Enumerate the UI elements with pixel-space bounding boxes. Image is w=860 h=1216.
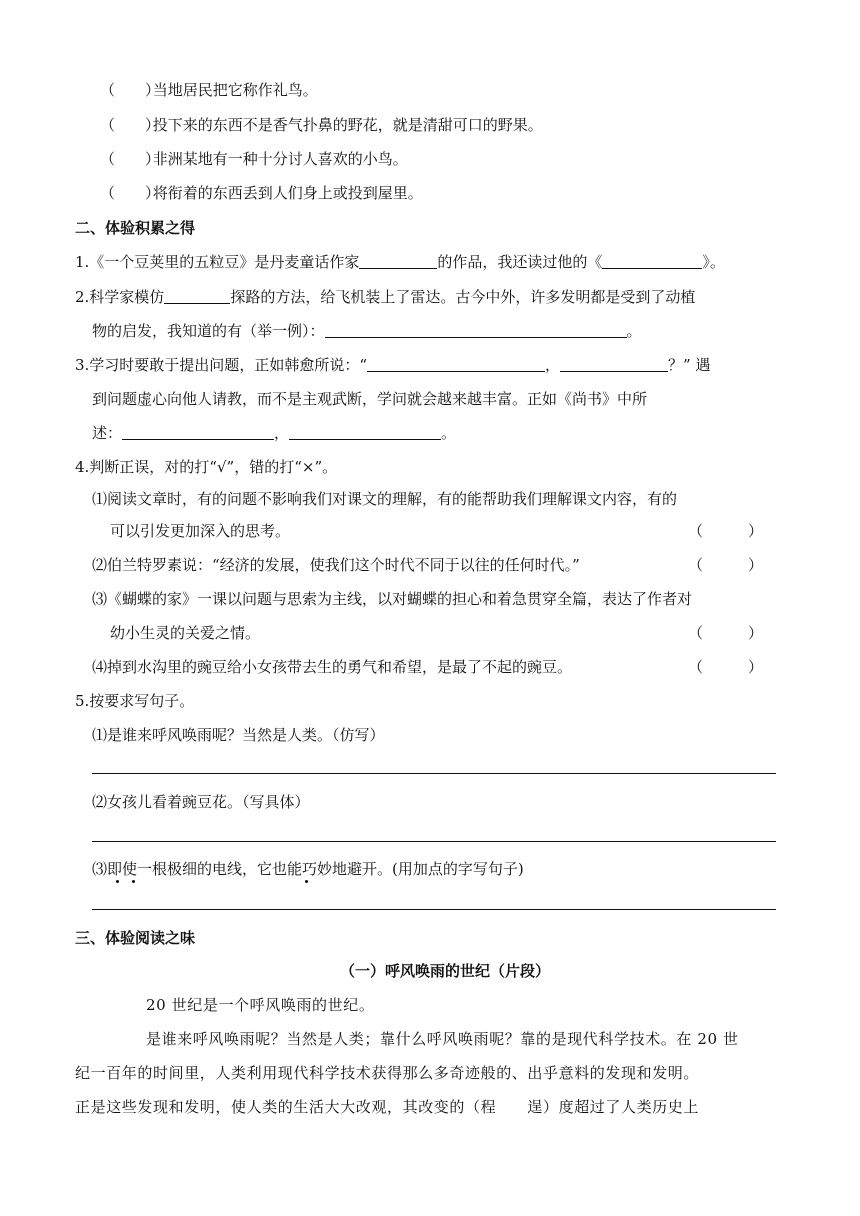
judge-item-3: [100, 149, 408, 169]
question-5-sentence-3: ⑶即使一根极细的电线，它也能巧妙地避开。(用加点的字写句子): [92, 860, 524, 878]
judge-text: 当地居民把它称作礼鸟。: [152, 81, 318, 99]
question-4-item-2: ⑵伯兰特罗素说：“经济的发展，使我们这个时代不同于以往的任何时代。”: [92, 556, 580, 574]
answer-line[interactable]: [92, 909, 776, 910]
fill-blank[interactable]: [367, 355, 545, 372]
question-3-line-3: 述： ， 。: [92, 424, 457, 442]
question-3-line-1: 3.学习时要敢于提出问题，正如韩愈所说：“ ， ？” 遇: [75, 356, 711, 374]
question-4-item-3-line-2: 幼小生灵的关爱之情。: [110, 624, 261, 642]
emphasis-dot: [305, 880, 308, 883]
answer-paren[interactable]: （ ）: [688, 556, 764, 574]
answer-paren[interactable]: （ ）: [688, 624, 764, 642]
fill-blank[interactable]: [122, 423, 274, 440]
answer-line[interactable]: [92, 773, 776, 774]
answer-paren[interactable]: （ ）: [100, 81, 161, 99]
emphasis-dot: [132, 880, 135, 883]
question-4-stem: 4.判断正误，对的打“√”，错的打“×”。: [75, 458, 338, 476]
fill-blank[interactable]: [289, 423, 441, 440]
reading-paragraph-1: 20 世纪是一个呼风唤雨的世纪。: [146, 996, 375, 1014]
fill-blank[interactable]: [164, 287, 230, 304]
reading-paragraph-2-line-1: 是谁来呼风唤雨呢？当然是人类；靠什么呼风唤雨呢？靠的是现代科学技术。在 20 世: [146, 1030, 739, 1048]
answer-paren[interactable]: （ ）: [100, 150, 161, 168]
question-4-item-1-line-1: ⑴阅读文章时，有的问题不影响我们对课文的理解，有的能帮助我们理解课文内容，有的: [92, 490, 678, 508]
question-4-item-1-line-2: 可以引发更加深入的思考。: [110, 522, 291, 540]
question-4-item-4: ⑷掉到水沟里的豌豆给小女孩带去生的勇气和希望，是最了不起的豌豆。: [92, 658, 573, 676]
emphasis-dot: [116, 880, 119, 883]
answer-paren[interactable]: （ ）: [100, 116, 161, 134]
judge-text: 将衔着的东西丢到人们身上或投到屋里。: [152, 184, 423, 202]
judge-item-2: [100, 115, 543, 135]
fill-blank[interactable]: [359, 252, 437, 269]
question-5-sentence-2: ⑵女孩儿看着豌豆花。（写具体）: [92, 793, 310, 811]
reading-title: （一）呼风唤雨的世纪（片段）: [339, 962, 550, 980]
question-2-line-1: 2.科学家模仿 探路的方法，给飞机装上了雷达。古今中外，许多发明都是受到了动植: [75, 288, 696, 306]
judge-text: 投下来的东西不是香气扑鼻的野花，就是清甜可口的野果。: [152, 116, 543, 134]
section-heading-2: 二、体验积累之得: [75, 219, 196, 237]
reading-paragraph-2-line-3: 正是这些发现和发明，使人类的生活大大改观，其改变的（程 逞）度超过了人类历史上: [75, 1098, 700, 1116]
question-5-sentence-1: ⑴是谁来呼风唤雨呢？当然是人类。（仿写）: [92, 726, 385, 744]
question-5-stem: 5.按要求写句子。: [75, 692, 195, 710]
answer-paren[interactable]: （ ）: [688, 522, 764, 540]
answer-paren[interactable]: （ ）: [100, 184, 161, 202]
fill-blank[interactable]: [325, 321, 627, 338]
judge-item-1: [100, 80, 318, 100]
judge-item-4: [100, 183, 423, 203]
question-1: 1.《一个豆荚里的五粒豆》是丹麦童话作家 的作品，我还读过他的《 》。: [75, 253, 725, 271]
question-3-line-2: 到问题虚心向他人请教，而不是主观武断，学问就会越来越丰富。正如《尚书》中所: [92, 390, 648, 408]
fill-blank[interactable]: [602, 252, 702, 269]
judge-text: 非洲某地有一种十分讨人喜欢的小鸟。: [152, 150, 408, 168]
answer-line[interactable]: [92, 841, 776, 842]
section-heading-3: 三、体验阅读之味: [75, 929, 196, 947]
question-4-item-3-line-1: ⑶《蝴蝶的家》一课以问题与思索为主线，以对蝴蝶的担心和着急贯穿全篇，表达了作者对: [92, 590, 693, 608]
answer-paren[interactable]: （ ）: [688, 658, 764, 676]
question-2-line-2: 物的启发，我知道的有（举一例）： 。: [92, 322, 642, 340]
reading-paragraph-2-line-2: 纪一百年的时间里，人类利用现代科学技术获得那么多奇迹般的、出乎意料的发现和发明。: [75, 1064, 700, 1082]
fill-blank[interactable]: [560, 355, 668, 372]
